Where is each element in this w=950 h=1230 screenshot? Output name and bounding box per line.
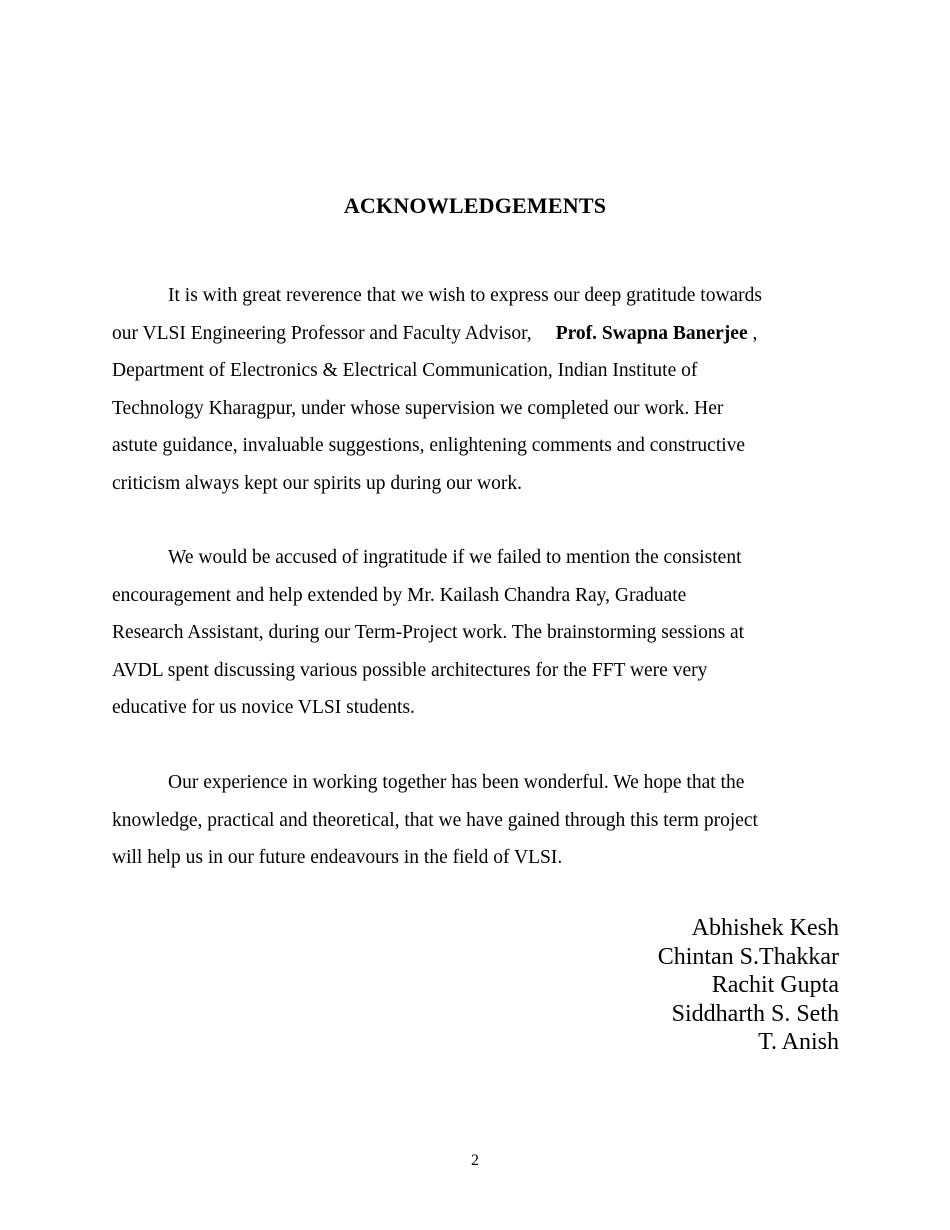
- paragraph-line: knowledge, practical and theoretical, that we have gained through this term project: [112, 809, 758, 831]
- paragraph-line: Research Assistant, during our Term-Project work. The brainstorming sessions at: [112, 622, 745, 643]
- paragraph-line: Technology Kharagpur, under whose supervision we completed our work. Her: [112, 397, 724, 419]
- paragraph-line: educative for us novice VLSI students.: [112, 697, 415, 718]
- paragraph-line: AVDL spent discussing various possible architectures for the FFT were very: [112, 659, 708, 681]
- signature-block: [658, 914, 839, 1057]
- author-name: Rachit Gupta: [711, 972, 839, 998]
- author-name: Siddharth S. Seth: [671, 1000, 839, 1027]
- paragraph-gratitude-professor: [112, 277, 840, 502]
- paragraph-line: criticism always kept our spirits up during our work.: [112, 472, 522, 494]
- paragraph-line: [112, 315, 840, 353]
- page-number: 2: [471, 1152, 479, 1169]
- author-name: T. Anish: [758, 1029, 839, 1055]
- paragraph-line: Department of Electronics & Electrical Communication, Indian Institute of: [112, 360, 698, 381]
- paragraph-gratitude-assistant: [112, 539, 840, 727]
- professor-name: Prof. Swapna Banerjee: [555, 322, 748, 344]
- paragraph-line: encouragement and help extended by Mr. Kailash Chandra Ray, Graduate: [112, 584, 687, 606]
- paragraph-line: Our experience in working together has been wonderful. We hope that the: [168, 772, 745, 793]
- paragraph-line: astute guidance, invaluable suggestions, enlightening comments and constructive: [112, 435, 746, 456]
- paragraph-text: our VLSI Engineering Professor and Faculty Advisor,: [112, 322, 532, 344]
- paragraph-experience: [112, 764, 840, 877]
- author-name: Chintan S.Thakkar: [657, 943, 839, 970]
- author-name: Abhishek Kesh: [691, 915, 839, 941]
- paragraph-line: will help us in our future endeavours in the field of VLSI.: [112, 847, 563, 868]
- paragraph-text: ,: [747, 322, 758, 344]
- paragraph-line: It is with great reverence that we wish to express our deep gratitude towards: [168, 285, 763, 306]
- paragraph-line: We would be accused of ingratitude if we failed to mention the consistent: [168, 547, 742, 568]
- page-title: ACKNOWLEDGEMENTS: [343, 193, 607, 218]
